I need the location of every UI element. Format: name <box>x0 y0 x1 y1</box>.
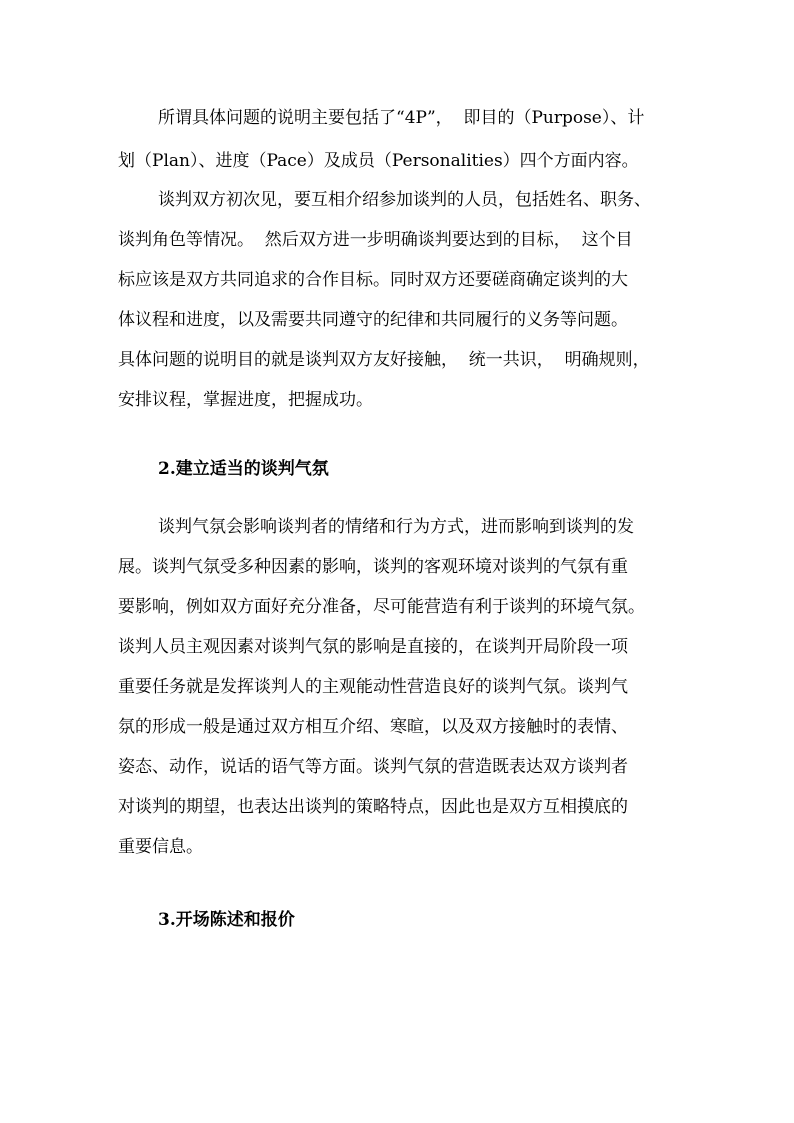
paragraph-3-line-3: 要影响，例如双方面好充分准备，尽可能营造有利于谈判的环境气氛。 <box>118 597 645 617</box>
paragraph-2-line-6: 安排议程，掌握进度，把握成功。 <box>118 390 373 410</box>
section-heading-3: 3.开场陈述和报价 <box>158 910 295 930</box>
paragraph-3-line-8: 对谈判的期望，也表达出谈判的策略特点，因此也是双方互相摸底的 <box>118 797 628 817</box>
paragraph-1-line-1: 所谓具体问题的说明主要包括了“4P”， 即目的（Purpose）、计 <box>158 108 645 128</box>
paragraph-1-line-2: 划（Plan）、进度（Pace）及成员（Personalities）四个方面内容。 <box>118 151 639 171</box>
paragraph-3-line-2: 展。谈判气氛受多种因素的影响，谈判的客观环境对谈判的气氛有重 <box>118 557 628 577</box>
paragraph-3-line-6: 氛的形成一般是通过双方相互介绍、寒暄，以及双方接触时的表情、 <box>118 717 628 737</box>
paragraph-2-line-2: 谈判角色等情况。 然后双方进一步明确谈判要达到的目标， 这个目 <box>118 230 633 250</box>
paragraph-2-line-5: 具体问题的说明目的就是谈判双方友好接触， 统一共识， 明确规则， <box>118 350 650 370</box>
paragraph-3-line-9: 重要信息。 <box>118 837 203 857</box>
paragraph-3-line-4: 谈判人员主观因素对谈判气氛的影响是直接的，在谈判开局阶段一项 <box>118 637 628 657</box>
section-heading-2: 2.建立适当的谈判气氛 <box>158 459 329 479</box>
paragraph-3-line-7: 姿态、动作，说话的语气等方面。谈判气氛的营造既表达双方谈判者 <box>118 757 628 777</box>
paragraph-2-line-4: 体议程和进度，以及需要共同遵守的纪律和共同履行的义务等问题。 <box>118 310 628 330</box>
paragraph-3-line-1: 谈判气氛会影响谈判者的情绪和行为方式，进而影响到谈判的发 <box>158 517 634 537</box>
paragraph-3-line-5: 重要任务就是发挥谈判人的主观能动性营造良好的谈判气氛。谈判气 <box>118 677 628 697</box>
paragraph-2-line-1: 谈判双方初次见，要互相介绍参加谈判的人员，包括姓名、职务、 <box>158 190 651 210</box>
paragraph-2-line-3: 标应该是双方共同追求的合作目标。同时双方还要磋商确定谈判的大 <box>118 270 628 290</box>
